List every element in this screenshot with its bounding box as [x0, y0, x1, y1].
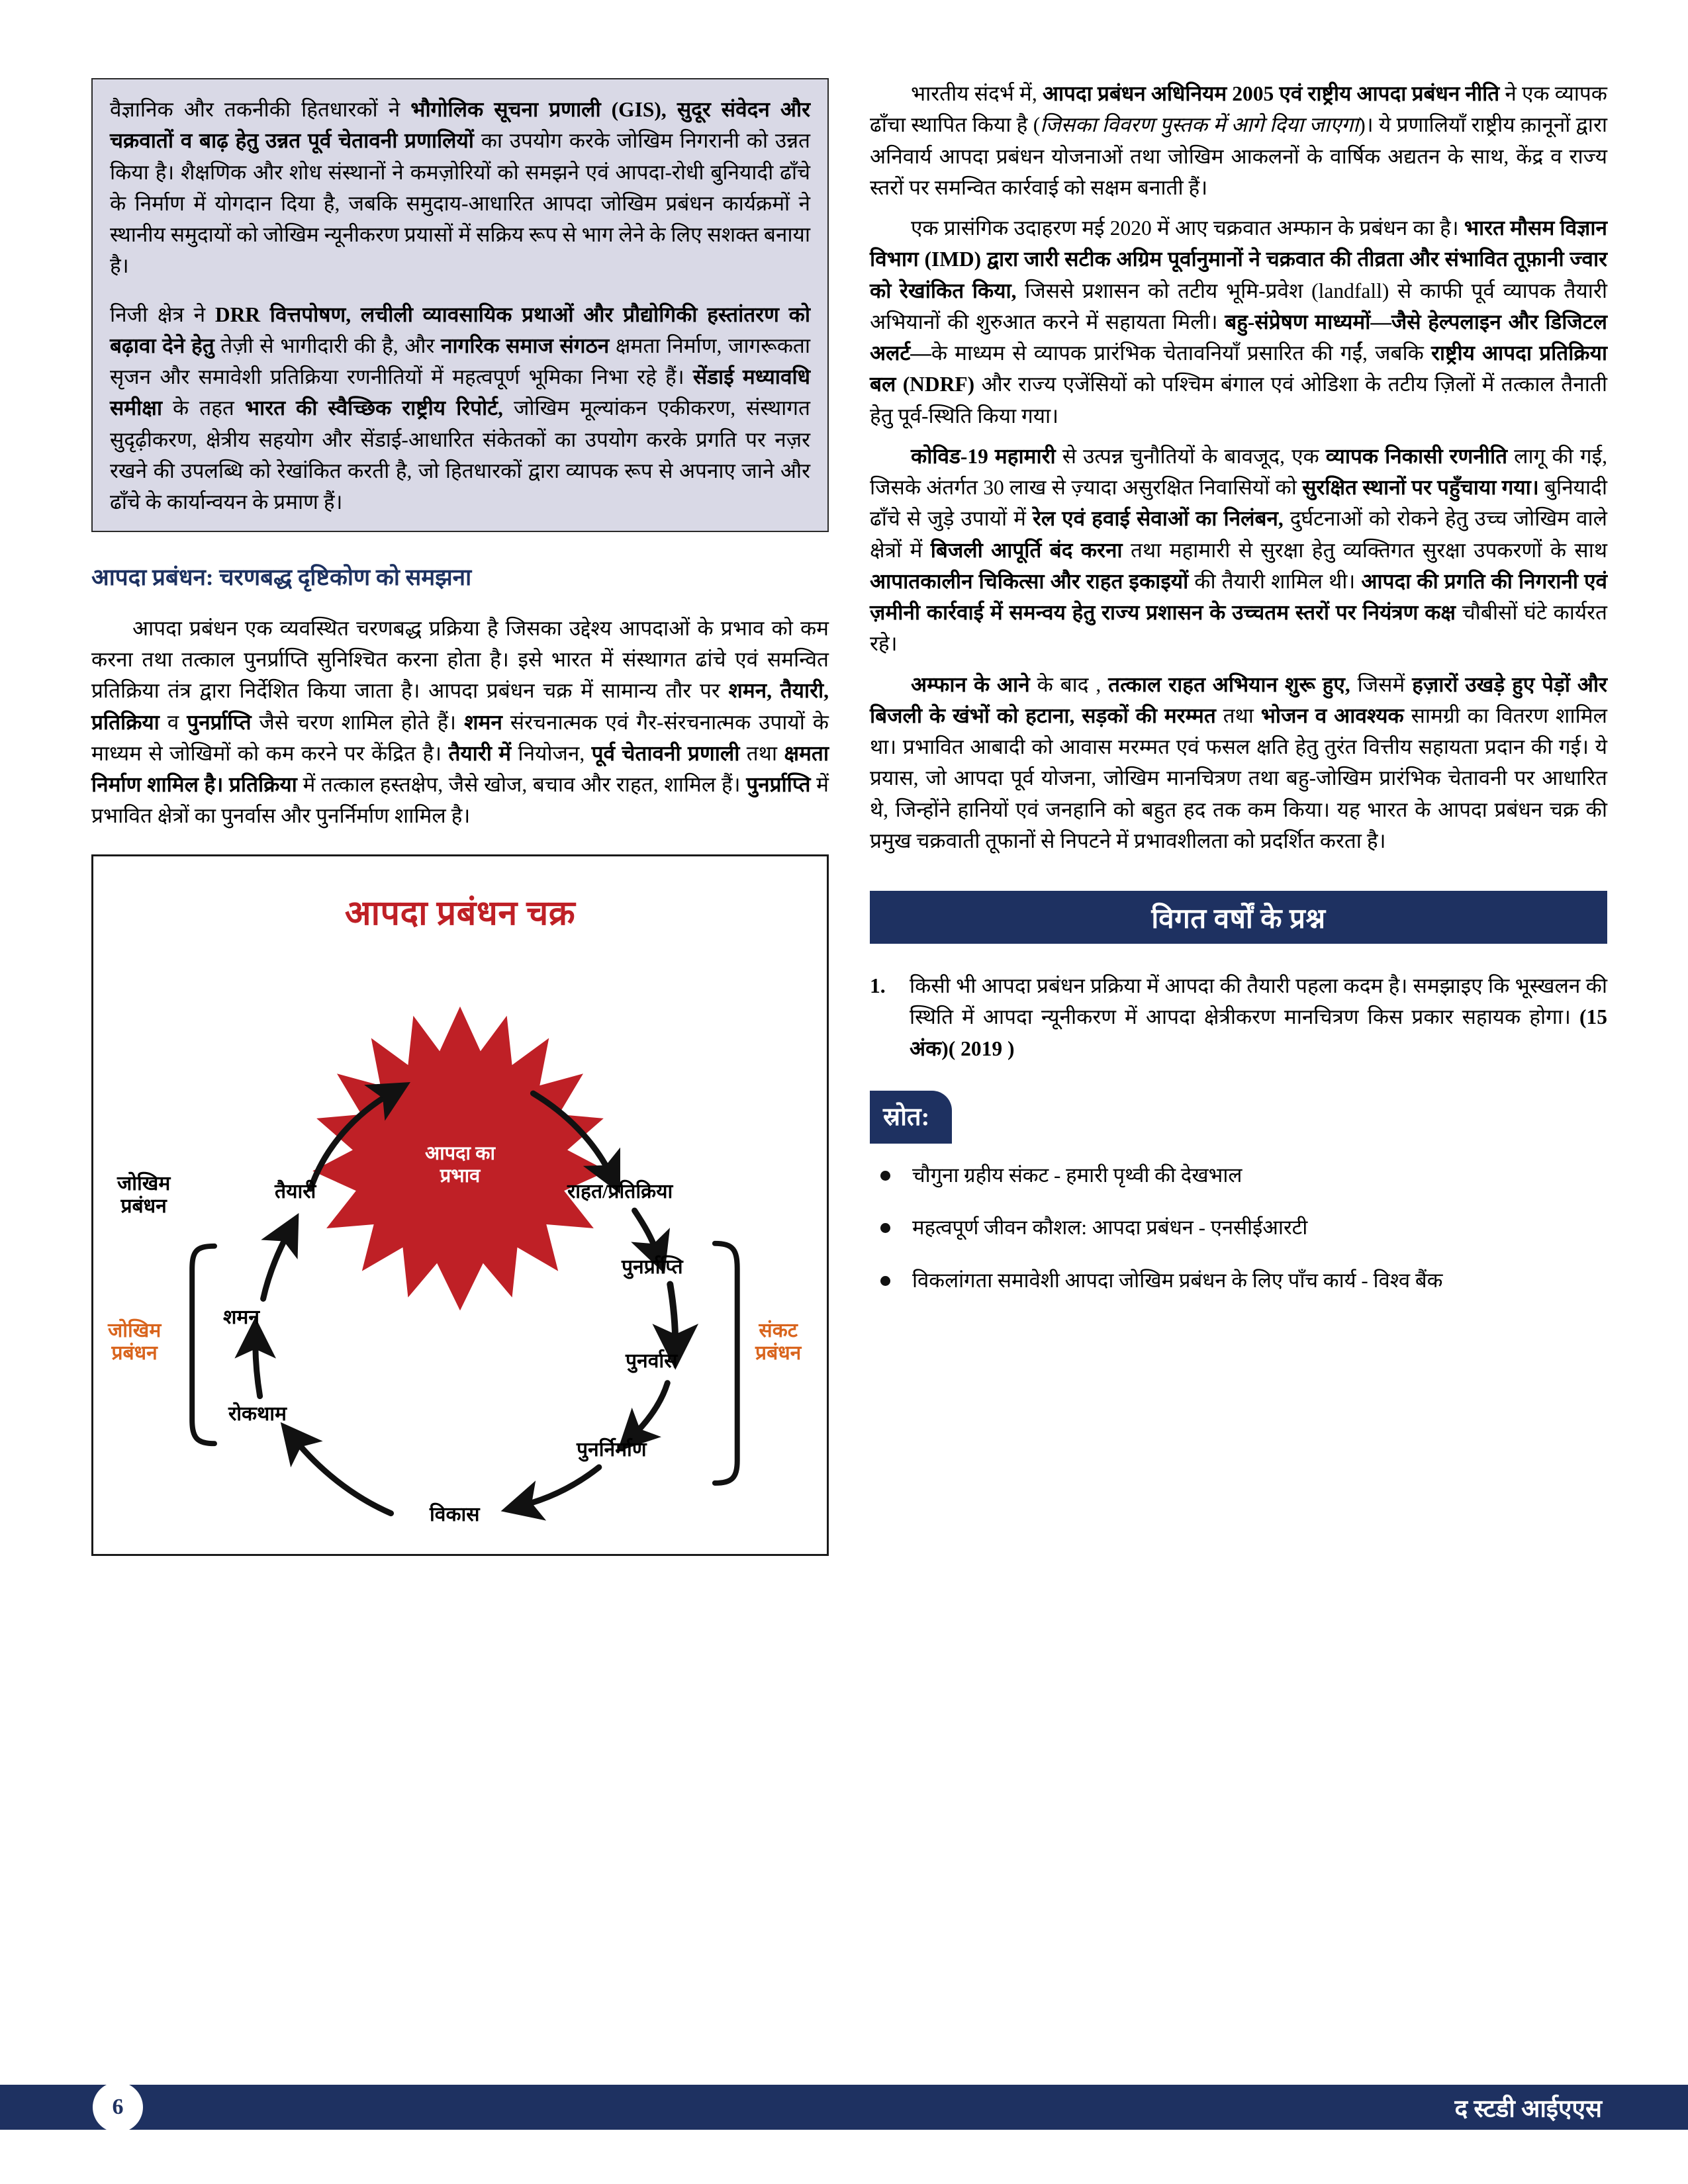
arrow-development-to-prevention [295, 1439, 391, 1513]
section-heading: आपदा प्रबंधन: चरणबद्ध दृष्टिकोण को समझना [91, 565, 472, 591]
diagram-graphics [93, 856, 827, 1554]
callout-paragraph-1: वैज्ञानिक और तकनीकी हितधारकों ने भौगोलिक सूचना प्रणाली (GIS), सुदूर संवेदन और चक्रवातों व बाढ़ हेतु उन्नत पूर्व चेतावनी प्रणालियों का उपयोग करके जोखिम निगरानी को उन्नत किया है। शैक्षणिक और शोध संस्थानों ने कमज़ोरियों को समझने एवं आपदा-रोधी बुनियादी ढाँचे के निर्माण में योगदान दिया है, जबकि समुदाय-आधारित आपदा जोखिम प्रबंधन कार्यक्रमों ने स्थानीय समुदायों को जोखिम न्यूनीकरण प्रयासों में सक्रिय रूप से भाग लेने के लिए सशक्त बनाया है। [110, 98, 810, 278]
star-label: आपदा का प्रभाव [424, 1142, 496, 1187]
right-paragraph-1: भारतीय संदर्भ में, आपदा प्रबंधन अधिनियम 2005 एवं राष्ट्रीय आपदा प्रबंधन नीति ने एक व्यापक ढाँचा स्थापित किया है (जिसका विवरण पुस्तक में आगे दिया जाएगा)। ये प्रणालियाँ राष्ट्रीय क़ानूनों द्वारा अनिवार्य आपदा प्रबंधन योजनाओं तथा जोखिम आकलनों के वार्षिक अद्यतन के साथ, केंद्र व राज्य स्तरों पर समन्वित कार्रवाई को सक्षम बनाती हैं। [870, 82, 1607, 199]
bullet-icon [880, 1223, 890, 1233]
bracket-label-risk-management: जोखिम प्रबंधन [108, 1319, 162, 1364]
question-number: 1. [870, 974, 886, 997]
brand-label: द स्टडी आईएएस [1454, 2095, 1602, 2123]
arrow-mitigation-to-preparedness [263, 1232, 289, 1298]
left-body-paragraph: आपदा प्रबंधन एक व्यवस्थित चरणबद्ध प्रक्रिया है जिसका उद्देश्य आपदाओं के प्रभाव को कम करना तथा तत्काल पुनर्प्राप्ति सुनिश्चित करना होता है। इसे भारत में संस्थागत ढांचे एवं समन्वित प्रतिक्रिया तंत्र द्वारा निर्देशित किया जाता है। आपदा प्रबंधन चक्र में सामान्य तौर पर शमन, तैयारी, प्रतिक्रिया व पुनर्प्राप्ति जैसे चरण शामिल होते हैं। शमन संरचनात्मक एवं गैर-संरचनात्मक उपायों के माध्यम से जोखिमों को कम करने पर केंद्रित है। तैयारी में नियोजन, पूर्व चेतावनी प्रणाली तथा क्षमता निर्माण शामिल है। प्रतिक्रिया में तत्काल हस्तक्षेप, जैसे खोज, बचाव और राहत, शामिल हैं। पुनर्प्राप्ति में प्रभावित क्षेत्रों का पुनर्वास और पुनर्निर्माण शामिल है। [91, 616, 829, 828]
node-label-rehabilitation: पुनर्वास [626, 1349, 678, 1372]
highlight-callout-box [91, 78, 829, 532]
left-column [91, 78, 829, 1556]
bullet-icon [880, 1276, 890, 1286]
right-paragraph-4: अम्फान के आने के बाद , तत्काल राहत अभियान शुरू हुए, जिसमें हज़ारों उखड़े हुए पेड़ों और बिजली के खंभों को हटाना, सड़कों की मरम्मत तथा भोजन व आवश्यक सामग्री का वितरण शामिल था। प्रभावित आबादी को आवास मरम्मत एवं फसल क्षति हेतु तुरंत वित्तीय सहायता प्रदान की गई। ये प्रयास, जो आपदा पूर्व योजना, जोखिम मानचित्रण तथा बहु-जोखिम प्रारंभिक चेतावनी पर आधारित थे, जिन्होंने हानियों एवं जनहानि को बहुत हद तक कम किया। यह भारत के आपदा प्रबंधन चक्र की प्रमुख चक्रवाती तूफानों से निपटने में प्रभावशीलता को प्रदर्शित करता है। [870, 672, 1607, 852]
bracket-label-crisis-management: संकट प्रबंधन [755, 1319, 802, 1364]
two-column-content [91, 78, 1607, 1556]
right-bracket [715, 1243, 737, 1482]
arrow-reconstruction-to-development [522, 1467, 598, 1505]
pyq-question-item [870, 970, 1607, 1064]
node-label-reconstruction: पुनर्निर्माण [577, 1438, 647, 1461]
page-footer [0, 2085, 1688, 2130]
callout-paragraph-2: निजी क्षेत्र ने DRR वित्तपोषण, लचीली व्यावसायिक प्रथाओं और प्रौद्योगिकी हस्तांतरण को बढ़ावा देने हेतु तेज़ी से भागीदारी की है, और नागरिक समाज संगठन क्षमता निर्माण, जागरूकता सृजन और समावेशी प्रतिक्रिया रणनीतियों में महत्वपूर्ण भूमिका निभा रहे हैं। सेंडाई मध्यावधि समीक्षा के तहत भारत की स्वैच्छिक राष्ट्रीय रिपोर्ट, जोखिम मूल्यांकन एकीकरण, संस्थागत सुदृढ़ीकरण, क्षेत्रीय सहयोग और सेंडाई-आधारित संकेतकों का उपयोग करके प्रगति पर नज़र रखने की उपलब्धि को रेखांकित करती है, जो हितधारकों द्वारा व्यापक रूप से अपनाए जाने और ढाँचे के कार्यान्वयन के प्रमाण हैं। [110, 302, 811, 514]
arrow-recovery-to-rehabilitation [670, 1284, 675, 1345]
right-column [870, 78, 1607, 1556]
node-label-development: विकास [430, 1503, 480, 1525]
node-label-preparedness: तैयारी [275, 1180, 316, 1203]
question-text: किसी भी आपदा प्रबंधन प्रक्रिया में आपदा की तैयारी पहला कदम है। समझाइए कि भूस्खलन की स्थिति में आपदा न्यूनीकरण में आपदा क्षेत्रीकरण मानचित्रण किस प्रकार सहायक होगा। (15 अंक)( 2019 ) [910, 974, 1607, 1060]
right-paragraph-2: एक प्रासंगिक उदाहरण मई 2020 में आए चक्रवात अम्फान के प्रबंधन का है। भारत मौसम विज्ञान विभाग (IMD) द्वारा जारी सटीक अग्रिम पूर्वानुमानों ने चक्रवात की तीव्रता और संभावित तूफ़ानी ज्वार को रेखांकित किया, जिससे प्रशासन को तटीय भूमि-प्रवेश (landfall) से काफी पूर्व व्यापक तैयारी अभियानों की शुरुआत करने में सहायता मिली। बहु-संप्रेषण माध्यमों—जैसे हेल्पलाइन और डिजिटल अलर्ट—के माध्यम से व्यापक प्रारंभिक चेतावनियाँ प्रसारित की गईं, जबकि राष्ट्रीय आपदा प्रतिक्रिया बल (NDRF) और राज्य एजेंसियों को पश्चिम बंगाल एवं ओडिशा के तटीय ज़िलों में तत्काल तैनाती हेतु पूर्व-स्थिति किया गया। [870, 216, 1608, 428]
page-number-badge: 6 [93, 2082, 143, 2132]
bracket-label-risk-management-top: जोखिम प्रबंधन [117, 1172, 171, 1217]
left-bracket [192, 1246, 214, 1443]
disaster-management-cycle-diagram [91, 854, 829, 1556]
node-label-recovery: पुनर्प्राप्ति [622, 1255, 683, 1278]
source-text: महत्वपूर्ण जीवन कौशल: आपदा प्रबंधन - एनसीईआरटी [912, 1216, 1308, 1240]
list-item [870, 1161, 1607, 1189]
source-text: चौगुना ग्रहीय संकट - हमारी पृथ्वी की देखभाल [912, 1163, 1243, 1187]
list-item [870, 1213, 1607, 1242]
arrow-relief-to-recovery [635, 1210, 657, 1253]
arrow-prevention-to-mitigation [256, 1340, 260, 1396]
arrow-rehabilitation-to-reconstruction [633, 1383, 668, 1435]
right-paragraph-3: कोविड-19 महामारी से उत्पन्न चुनौतियों के बावजूद, एक व्यापक निकासी रणनीति लागू की गई, जिसके अंतर्गत 30 लाख से ज़्यादा असुरक्षित निवासियों को सुरक्षित स्थानों पर पहुँचाया गया। बुनियादी ढाँचे से जुड़े उपायों में रेल एवं हवाई सेवाओं का निलंबन, दुर्घटनाओं को रोकने हेतु उच्च जोखिम वाले क्षेत्रों में बिजली आपूर्ति बंद करना तथा महामारी से सुरक्षा हेतु व्यक्तिगत सुरक्षा उपकरणों के साथ आपातकालीन चिकित्सा और राहत इकाइयों की तैयारी शामिल थी। आपदा की प्रगति की निगरानी एवं ज़मीनी कार्रवाई में समन्वय हेतु राज्य प्रशासन के उच्चतम स्तरों पर नियंत्रण कक्ष चौबीसों घंटे कार्यरत रहे। [870, 444, 1608, 656]
node-label-mitigation: शमन [223, 1306, 259, 1328]
pyq-banner-label: विगत वर्षों के प्रश्न [1151, 903, 1326, 934]
node-label-relief-response: राहत/प्रतिक्रिया [567, 1180, 673, 1203]
source-text: विकलांगता समावेशी आपदा जोखिम प्रबंधन के लिए पाँच कार्य - विश्व बैंक [912, 1268, 1443, 1292]
bullet-icon [880, 1171, 890, 1181]
sources-list [870, 1161, 1607, 1295]
diagram-title: आपदा प्रबंधन चक्र [344, 894, 576, 933]
node-label-prevention: रोकथाम [228, 1402, 287, 1425]
pyq-banner [870, 891, 1607, 944]
sources-tab: स्रोत: [870, 1091, 952, 1144]
list-item [870, 1266, 1607, 1295]
